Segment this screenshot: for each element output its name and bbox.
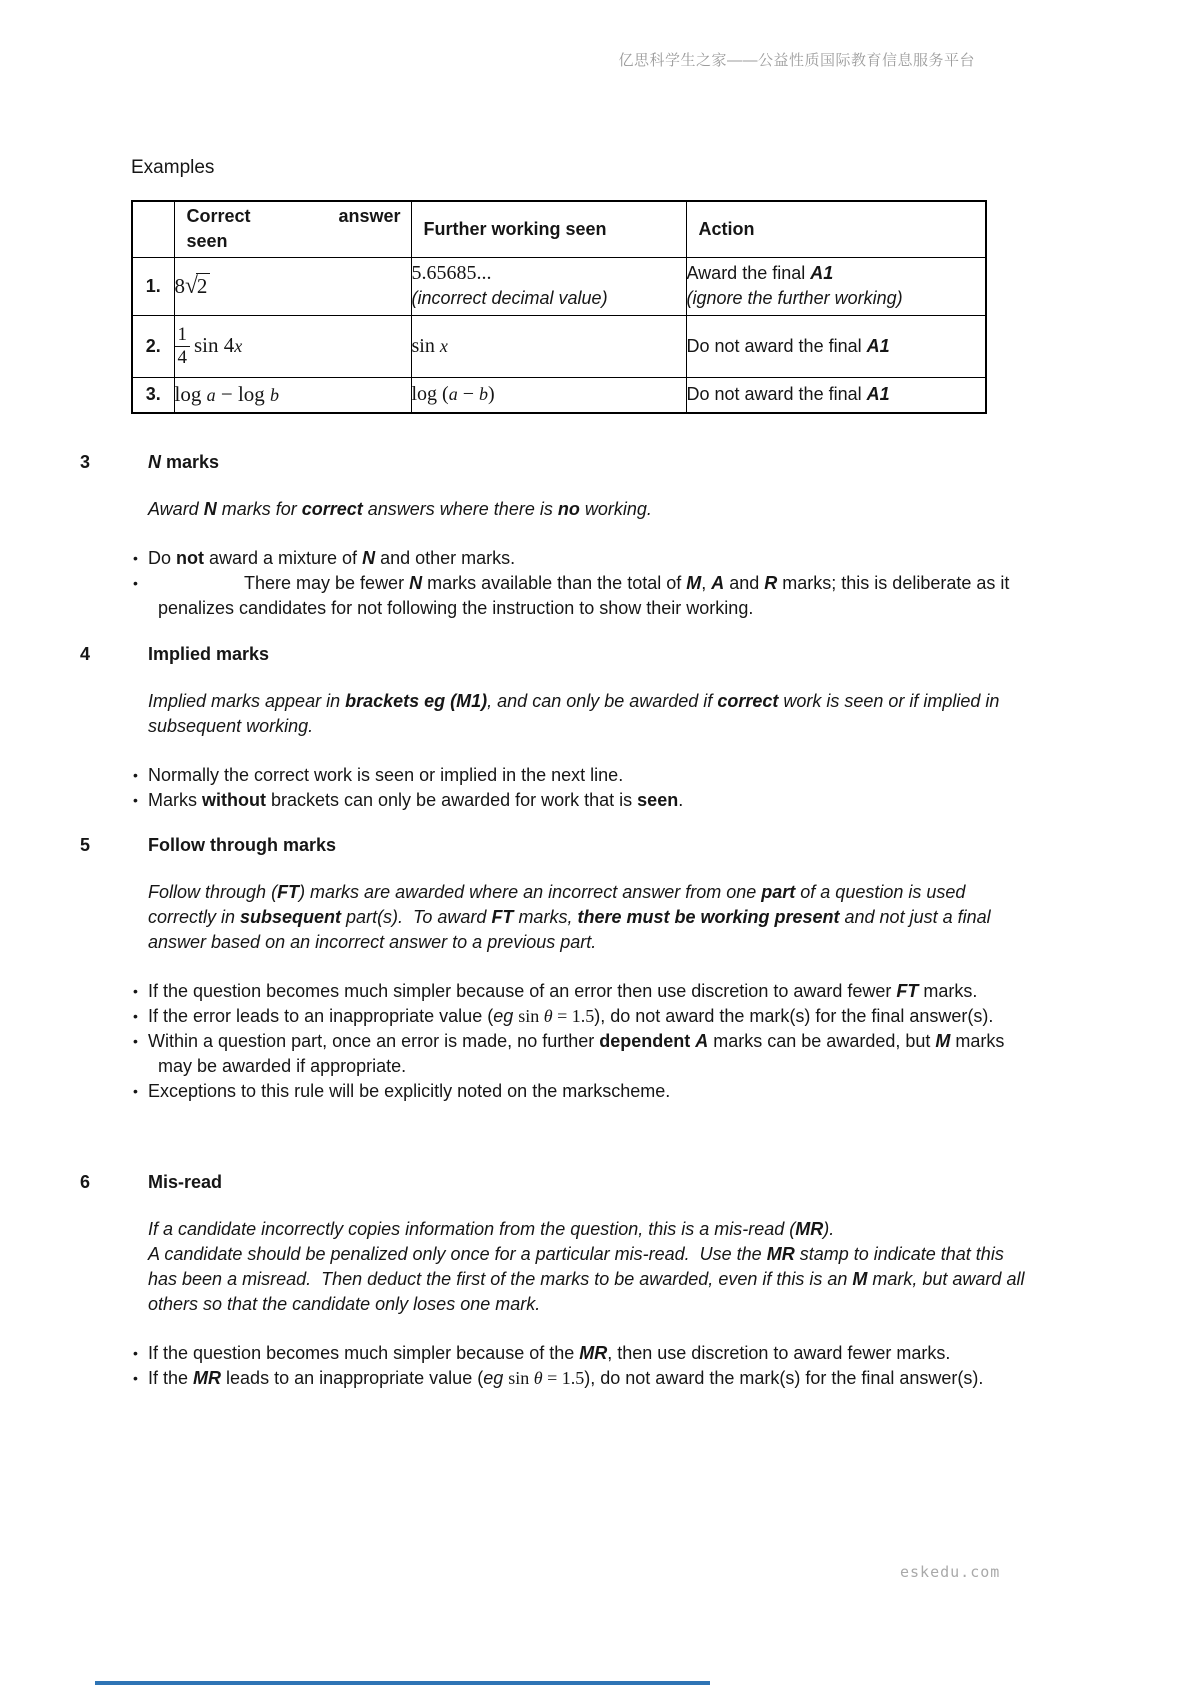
- text-run: marks: [166, 452, 220, 472]
- text-run: b: [270, 384, 280, 405]
- text-run: sin: [518, 1006, 544, 1026]
- fraction-numerator: 1: [175, 324, 191, 347]
- action-cell: [686, 377, 986, 413]
- correct-answer-cell: [174, 377, 411, 413]
- text-run: 8: [174, 273, 185, 298]
- bullet-text: [148, 1366, 1033, 1391]
- text-run: award a mixture of: [204, 548, 363, 568]
- row-number: 1.: [132, 257, 174, 315]
- text-run: a: [448, 384, 458, 405]
- section-number: 5: [80, 835, 91, 855]
- action-cell: [686, 257, 986, 315]
- bullet-item: [133, 763, 1033, 788]
- bullet-item: [133, 571, 1033, 621]
- table-row-2: [132, 315, 986, 377]
- text-run: Follow through marks: [148, 835, 337, 855]
- text-run: If the question becomes much simpler because of the: [148, 1343, 580, 1363]
- further-working-cell: [411, 315, 686, 377]
- text-run: FT: [896, 981, 919, 1001]
- examples-table: [131, 200, 987, 414]
- text-run: (incorrect decimal value): [411, 288, 608, 308]
- text-run: brackets can only be awarded for work that is: [265, 790, 638, 810]
- section-bullets: [133, 546, 1033, 621]
- paragraph: [148, 497, 1035, 522]
- bullet-marker: •: [133, 767, 138, 783]
- section-heading-row: [80, 1170, 1035, 1195]
- text-run: θ: [533, 1368, 543, 1388]
- text-run: ), do not award the mark(s) for the final answer(s).: [594, 1006, 994, 1026]
- bullet-text: [148, 1079, 1033, 1104]
- paragraph: [148, 1242, 1035, 1317]
- section-heading: [148, 452, 219, 472]
- text-run: no: [557, 499, 580, 519]
- bullet-marker: •: [133, 983, 138, 999]
- bullet-item: [133, 546, 1033, 571]
- text-run: marks; this is deliberate as it penalizes candidates for not following the instruction to show their working.: [158, 573, 1010, 618]
- text-run: sin 4: [194, 332, 235, 357]
- text-run: N: [148, 452, 166, 472]
- text-run: , then use discretion to award fewer marks.: [607, 1343, 951, 1363]
- text-run: leads to an inappropriate value (: [221, 1368, 484, 1388]
- text-run: M: [852, 1269, 868, 1289]
- text-run: sin: [508, 1368, 534, 1388]
- header-cell-correct-answer-seen: [174, 201, 411, 257]
- text-run: MR: [193, 1368, 222, 1388]
- text-run: working.: [579, 499, 652, 519]
- text-run: M: [935, 1031, 951, 1051]
- bullet-marker: •: [133, 1370, 138, 1386]
- section-heading: [148, 835, 336, 855]
- text-run: FT: [491, 907, 514, 927]
- text-run: Award the final: [686, 263, 811, 283]
- text-run: (ignore the further working): [686, 288, 903, 308]
- text-run: part: [761, 882, 796, 902]
- text-run: and: [724, 573, 765, 593]
- text-run: N: [362, 548, 376, 568]
- action-cell: [686, 315, 986, 377]
- text-run: MR: [579, 1343, 608, 1363]
- text-run: ): [488, 383, 495, 406]
- bullet-text: [148, 571, 1033, 621]
- text-run: a: [206, 384, 216, 405]
- text-run: Normally the correct work is seen or implied in the next line.: [148, 765, 624, 785]
- section-paragraphs: [148, 497, 1035, 522]
- text-run: eg: [493, 1006, 514, 1026]
- text-run: brackets eg (M1): [345, 691, 488, 711]
- text-run: Do not award the final: [686, 384, 867, 405]
- text-run: MR: [766, 1244, 795, 1264]
- section-follow-through-marks: [80, 833, 1035, 1104]
- paragraph: [148, 1217, 1035, 1242]
- header-cell-empty: [132, 201, 174, 257]
- text-run: A1: [866, 335, 890, 356]
- section-bullets: [133, 979, 1033, 1104]
- section-heading-row: [80, 642, 1035, 667]
- text-run: .: [678, 790, 684, 810]
- section-bullets: [133, 763, 1033, 813]
- text-run: θ: [543, 1006, 553, 1026]
- text-run: work is seen or if implied in subsequent working.: [148, 691, 1000, 736]
- footer-watermark: eskedu.com: [900, 1563, 1001, 1581]
- text-run: ) marks are awarded where an incorrect answer from one: [299, 882, 762, 902]
- text-run: ), do not award the mark(s) for the final answer(s).: [584, 1368, 984, 1388]
- bullet-text: [148, 1341, 1033, 1366]
- text-run: N: [203, 499, 217, 519]
- section-mis-read: [80, 1170, 1035, 1391]
- text-run: FT: [277, 882, 300, 902]
- text-run: ,: [701, 573, 712, 593]
- section-heading: [148, 644, 269, 664]
- text-run: marks may be awarded if appropriate.: [158, 1031, 1005, 1076]
- bottom-blue-bar: [95, 1681, 710, 1685]
- text-run: marks.: [918, 981, 978, 1001]
- section-n-marks: [80, 450, 1035, 621]
- text-run: If the: [148, 1368, 194, 1388]
- bullet-text: [148, 979, 1033, 1004]
- text-run: and not just a final answer based on an incorrect answer to a previous part.: [148, 907, 991, 952]
- text-run: N: [409, 573, 423, 593]
- text-run: correct: [301, 499, 363, 519]
- bullet-marker: •: [133, 550, 138, 566]
- section-heading-row: [80, 450, 1035, 475]
- bullet-item: [133, 1341, 1033, 1366]
- text-run: stamp to indicate that this has been a misread. Then deduct the first of the marks to be awarded, even if this is an: [148, 1244, 1004, 1289]
- bullet-text: [148, 546, 1033, 571]
- text-run: marks can be awarded, but: [708, 1031, 936, 1051]
- text-run: 5.65685...: [411, 262, 492, 284]
- text-run: correct: [717, 691, 779, 711]
- text-run: −: [215, 381, 238, 406]
- table-header-row: [132, 201, 986, 257]
- fraction-denominator: 4: [177, 346, 187, 368]
- text-run: x: [234, 335, 243, 356]
- text-run: ).: [823, 1219, 835, 1239]
- further-working-cell: [411, 377, 686, 413]
- bullet-item: [133, 1366, 1033, 1391]
- text-run: A: [695, 1031, 709, 1051]
- text-run: log: [174, 381, 207, 406]
- bullet-marker: •: [133, 1008, 138, 1024]
- text-run: = 1.5: [552, 1006, 595, 1026]
- bullet-item: [133, 979, 1033, 1004]
- text-run: −: [457, 383, 479, 406]
- text-run: A1: [866, 384, 890, 405]
- text-run: seen: [637, 790, 679, 810]
- header-correct-line2: seen: [186, 231, 228, 252]
- text-run: = 1.5: [542, 1368, 585, 1388]
- section-heading: [148, 1172, 222, 1192]
- correct-answer-cell: [174, 257, 411, 315]
- bullet-text: [148, 788, 1033, 813]
- text-run: log: [237, 381, 271, 406]
- text-run: Follow through (: [148, 882, 278, 902]
- section-implied-marks: [80, 642, 1035, 813]
- text-run: answers where there is: [362, 499, 558, 519]
- text-run: A: [711, 573, 725, 593]
- text-run: eg: [483, 1368, 504, 1388]
- header-cell-action: Action: [686, 201, 986, 257]
- paragraph: [148, 689, 1035, 739]
- fraction: [175, 324, 191, 369]
- text-run: M: [686, 573, 702, 593]
- text-run: log (: [411, 383, 449, 406]
- text-run: without: [202, 790, 266, 810]
- text-run: and other marks.: [375, 548, 516, 568]
- section-paragraphs: [148, 1217, 1035, 1317]
- bullet-marker: •: [133, 1033, 138, 1049]
- header-correct-line1: Correct answer: [186, 206, 401, 227]
- text-run: Award: [148, 499, 204, 519]
- bullet-marker: •: [133, 575, 138, 591]
- text-run: Exceptions to this rule will be explicitly noted on the markscheme.: [148, 1081, 671, 1101]
- text-run: sin: [411, 334, 440, 357]
- text-run: There may be fewer: [244, 573, 410, 593]
- text-run: dependent: [599, 1031, 691, 1051]
- text-run: Mis-read: [148, 1172, 223, 1192]
- section-number: 6: [80, 1172, 91, 1192]
- text-run: If the error leads to an inappropriate value (: [148, 1006, 494, 1026]
- text-run: Within a question part, once an error is made, no further: [148, 1031, 600, 1051]
- radical-sign: √: [185, 272, 198, 299]
- row-number: 3.: [132, 377, 174, 413]
- further-working-cell: [411, 257, 686, 315]
- section-heading-row: [80, 833, 1035, 858]
- radicand: 2: [196, 273, 211, 298]
- text-run: subsequent: [240, 907, 342, 927]
- text-run: A candidate should be penalized only once for a particular mis-read. Use the: [148, 1244, 767, 1264]
- text-run: x: [439, 335, 448, 356]
- bullet-text: [148, 1029, 1033, 1079]
- text-run: MR: [795, 1219, 824, 1239]
- bullet-marker: •: [133, 1083, 138, 1099]
- bullet-text: [148, 763, 1033, 788]
- text-run: Do not award the final: [686, 335, 867, 356]
- bullet-marker: •: [133, 1345, 138, 1361]
- examples-heading: Examples: [131, 157, 215, 178]
- text-run: Implied marks: [148, 644, 270, 664]
- text-run: mark, but award all others so that the candidate only loses one mark.: [148, 1269, 1025, 1314]
- text-run: b: [479, 384, 488, 405]
- text-run: R: [764, 573, 778, 593]
- text-run: marks available than the total of: [422, 573, 687, 593]
- section-paragraphs: [148, 880, 1035, 955]
- section-number: 4: [80, 644, 91, 664]
- text-run: If a candidate incorrectly copies information from the question, this is a mis-read (: [148, 1219, 796, 1239]
- row-number: 2.: [132, 315, 174, 377]
- square-root: [185, 274, 210, 298]
- text-run: of a question is used correctly in: [148, 882, 966, 927]
- bullet-item: [133, 1079, 1033, 1104]
- text-run: Do: [148, 548, 177, 568]
- text-run: , and can only be awarded if: [487, 691, 718, 711]
- correct-answer-cell: [174, 315, 411, 377]
- text-run: not: [176, 548, 204, 568]
- bullet-item: [133, 1004, 1033, 1029]
- section-paragraphs: [148, 689, 1035, 739]
- header-cell-further-working-seen: Further working seen: [411, 201, 686, 257]
- table-row-3: [132, 377, 986, 413]
- table-row-1: [132, 257, 986, 315]
- text-run: marks for: [216, 499, 302, 519]
- text-run: there must be working present: [577, 907, 840, 927]
- section-number: 3: [80, 452, 91, 472]
- text-run: part(s). To award: [341, 907, 492, 927]
- bullet-text: [148, 1004, 1033, 1029]
- text-run: Implied marks appear in: [148, 691, 346, 711]
- bullet-item: [133, 788, 1033, 813]
- watermark-header-text: 亿思科学生之家——公益性质国际教育信息服务平台: [618, 52, 975, 69]
- bullet-item: [133, 1029, 1033, 1079]
- text-run: marks,: [513, 907, 578, 927]
- text-run: A1: [810, 263, 834, 283]
- paragraph: [148, 880, 1035, 955]
- text-run: Marks: [148, 790, 202, 810]
- section-bullets: [133, 1341, 1033, 1391]
- text-run: If the question becomes much simpler because of an error then use discretion to award fewer: [148, 981, 897, 1001]
- bullet-marker: •: [133, 792, 138, 808]
